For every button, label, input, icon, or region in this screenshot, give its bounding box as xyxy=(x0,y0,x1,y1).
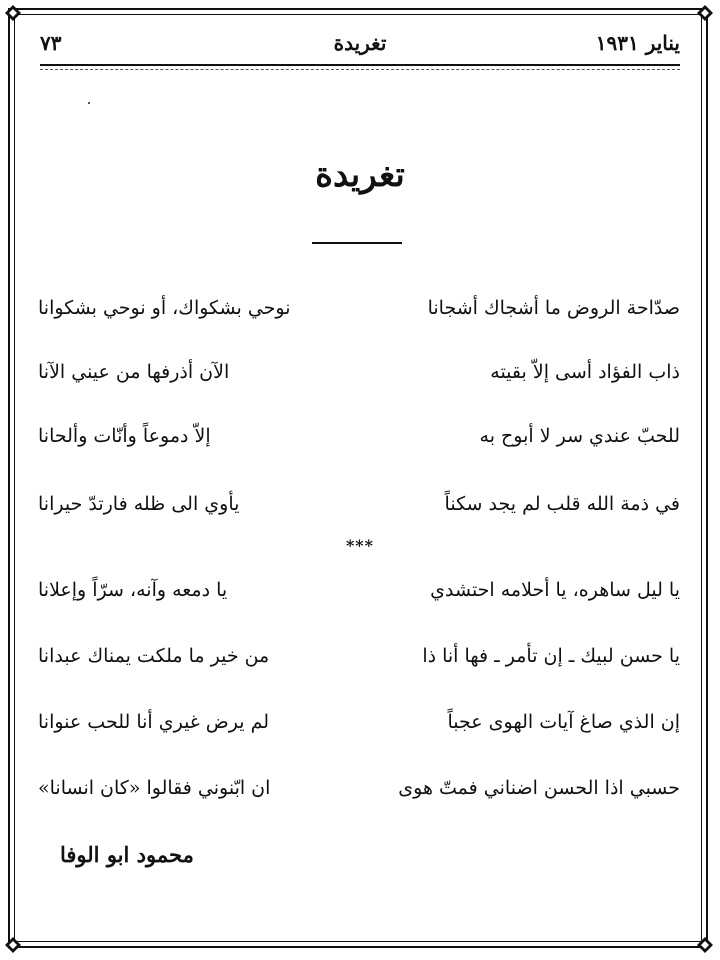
author-signature: محمود ابو الوفا xyxy=(60,842,194,867)
verse-line xyxy=(38,352,680,392)
verse-second-hemistich: لم يرض غيري أنا للحب عنوانا xyxy=(38,711,269,733)
corner-ornament xyxy=(4,4,22,22)
verse-first-hemistich: للحبّ عندي سر لا أبوح به xyxy=(479,425,680,447)
verse-line xyxy=(38,636,680,676)
verse-line xyxy=(38,416,680,456)
verse-line xyxy=(38,484,680,524)
verse-line xyxy=(38,768,680,808)
verse-first-hemistich: في ذمة الله قلب لم يجد سكناً xyxy=(444,493,680,515)
verse-second-hemistich: الآن أذرفها من عيني الآنا xyxy=(38,361,230,383)
verse-second-hemistich: يأوي الى ظله فارتدّ حيرانا xyxy=(38,493,240,515)
verse-second-hemistich: نوحي بشكواك، أو نوحي بشكوانا xyxy=(38,297,291,319)
verse-line xyxy=(38,288,680,328)
verse-line xyxy=(38,570,680,610)
verse-line xyxy=(38,702,680,742)
page-header xyxy=(40,28,680,60)
verse-second-hemistich: إلاّ دموعاً وأنّات وألحانا xyxy=(38,425,211,447)
verse-first-hemistich: إن الذي صاغ آيات الهوى عجباً xyxy=(447,711,680,733)
corner-ornament xyxy=(696,936,714,954)
corner-ornament xyxy=(696,4,714,22)
verse-first-hemistich: حسبي اذا الحسن اضناني فمتّ هوى xyxy=(398,777,680,799)
verse-first-hemistich: صدّاحة الروض ما أشجاك أشجانا xyxy=(427,297,680,319)
verse-first-hemistich: يا ليل ساهره، يا أحلامه احتشدي xyxy=(430,579,680,601)
verse-first-hemistich: ذاب الفؤاد أسى إلاّ بقيته xyxy=(490,361,680,383)
poem-title: تغريدة xyxy=(315,155,405,195)
issue-date: يناير ١٩٣١ xyxy=(595,31,680,55)
title-rule xyxy=(312,242,402,244)
header-rule-dashed xyxy=(40,69,680,70)
verse-first-hemistich: يا حسن لبيك ـ إن تأمر ـ فها أنا ذا xyxy=(422,645,680,667)
header-rule xyxy=(40,64,680,66)
verse-second-hemistich: من خير ما ملكت يمناك عبدانا xyxy=(38,645,270,667)
print-speck xyxy=(88,102,90,104)
running-title: تغريدة xyxy=(333,31,387,55)
stanza-separator: *** xyxy=(345,536,375,555)
verse-second-hemistich: يا دمعه وآنه، سرّاً وإعلانا xyxy=(38,579,228,601)
corner-ornament xyxy=(4,936,22,954)
verse-second-hemistich: ان ابّنوني فقالوا «كان انسانا» xyxy=(38,777,271,799)
page-number: ٧٣ xyxy=(40,31,62,55)
